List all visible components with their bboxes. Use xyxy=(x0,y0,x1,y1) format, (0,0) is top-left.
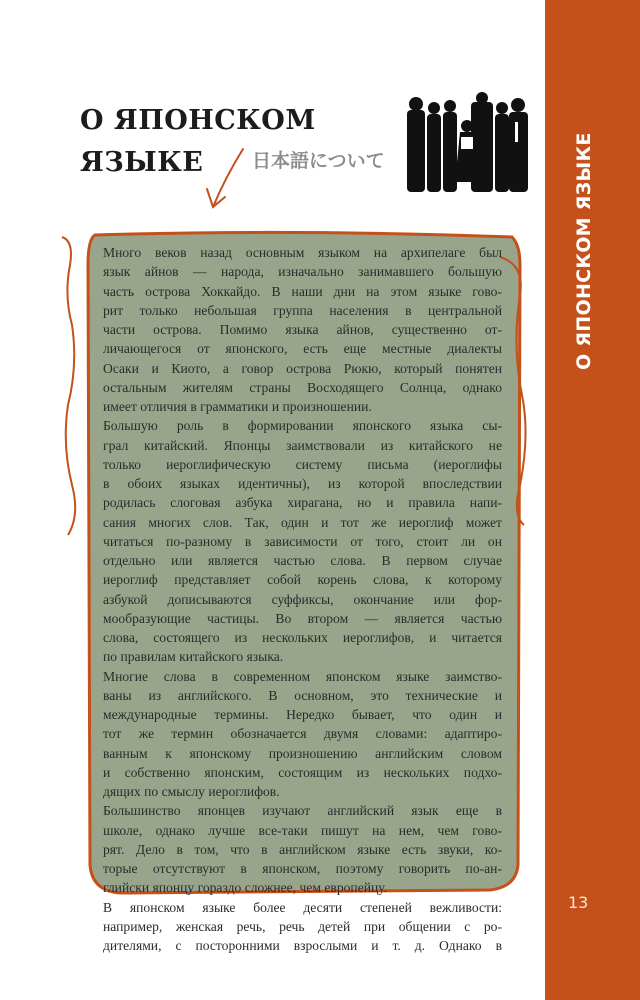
body-text-line: торые отсутствуют в японском, поэтому говорить по-ан- xyxy=(103,861,502,876)
japanese-subtitle: 日本語について xyxy=(252,150,385,172)
body-text-line: и собственно японским, состоящим из нескольких подхо- xyxy=(103,764,502,780)
body-text-line: глийски японцу гораздо сложнее, чем европейцу. xyxy=(103,880,388,896)
body-text-line: слова, состоящего из нескольких иероглифов, и читается xyxy=(103,630,502,645)
body-text-line: дителями, с посторонними взрослыми и т. д. Однако в xyxy=(103,938,502,953)
body-text-line: грал китайский. Японцы заимствовали из китайского не xyxy=(103,437,502,453)
body-text-line: только иероглифическую систему письма (иероглифы xyxy=(103,456,502,472)
body-text-line: мообразующие частицы. Во втором — является частью xyxy=(103,610,502,626)
body-text-line: ванным к японскому произношению английским словом xyxy=(103,745,502,761)
page-number: 13 xyxy=(568,893,589,912)
body-text-line: Большую роль в формировании японского языка сы- xyxy=(103,418,502,434)
body-text-line: ваны из английского. В основном, это технические и xyxy=(103,687,502,703)
title-line-1: О ЯПОНСКОМ xyxy=(80,105,316,136)
body-text-line: отдельно или является частью слова. В первом случае xyxy=(103,553,502,568)
body-text-line: Осаки и Киото, а говор острова Рюкю, который понятен xyxy=(103,360,502,376)
body-text-line: В японском языке более десяти степеней вежливости: xyxy=(103,899,502,915)
body-text-line: Большинство японцев изучают английский язык еще в xyxy=(103,803,502,819)
body-text-line: остальным жителям страны Восходящего Солнца, однако xyxy=(103,379,502,395)
body-text-line: тот же термин обозначается двумя словами: адаптиро- xyxy=(103,726,502,742)
body-text-line: читаться по-разному в зависимости от того, стоит ли он xyxy=(103,533,502,549)
body-text-line: Много веков назад основным языком на архипелаге был xyxy=(103,245,502,260)
body-text-line: азбукой дописываются суффиксы, окончание или фор- xyxy=(103,591,502,607)
body-text-line: иероглиф представляет собой корень слова, к которому xyxy=(103,572,502,588)
body-text-line: имеет отличия в грамматики и произношении. xyxy=(103,399,372,414)
body-text-line: сания многих слов. Так, один и тот же иероглиф может xyxy=(103,514,502,530)
body-text-line: например, женская речь, речь детей при общении с ро- xyxy=(103,918,502,934)
body-text-line: международные термины. Нередко бывает, что один и xyxy=(103,707,502,722)
body-text-line: в обоих языках идентичны), из которой впоследствии xyxy=(103,476,502,491)
body-text-line: личающегося от японского, есть еще местные диалекты xyxy=(103,341,502,357)
sidebar-chapter-title: О ЯПОНСКОМ ЯЗЫКЕ xyxy=(573,132,595,370)
article-body xyxy=(103,243,502,955)
body-text-line: дящих по смыслу иероглифов. xyxy=(103,784,280,799)
body-text-line: часть острова Хоккайдо. В наши дни на этом языке гово- xyxy=(103,283,502,299)
body-text-line: родилась слоговая азбука хирагана, но и правила напи- xyxy=(103,495,502,511)
body-text-line: школе, однако лучше все-таки пишут на нем, чем гово- xyxy=(103,822,502,838)
body-text-line: по правилам китайского языка. xyxy=(103,649,284,665)
body-text-line: рят. Дело в том, что в английском языке есть звуки, ко- xyxy=(103,841,502,857)
title-line-2: ЯЗЫКЕ xyxy=(80,147,204,178)
body-text-line: язык айнов — народа, изначально занимавшего большую xyxy=(103,264,502,280)
people-illustration xyxy=(405,92,530,197)
body-text-line: Многие слова в современном японском языке заимство- xyxy=(103,668,502,684)
hand-drawn-arrow-icon xyxy=(195,145,255,215)
body-text-line: части острова. Помимо языка айнов, существенно от- xyxy=(103,322,502,337)
body-text-line: рит только небольшая группа населения в центральной xyxy=(103,302,502,318)
